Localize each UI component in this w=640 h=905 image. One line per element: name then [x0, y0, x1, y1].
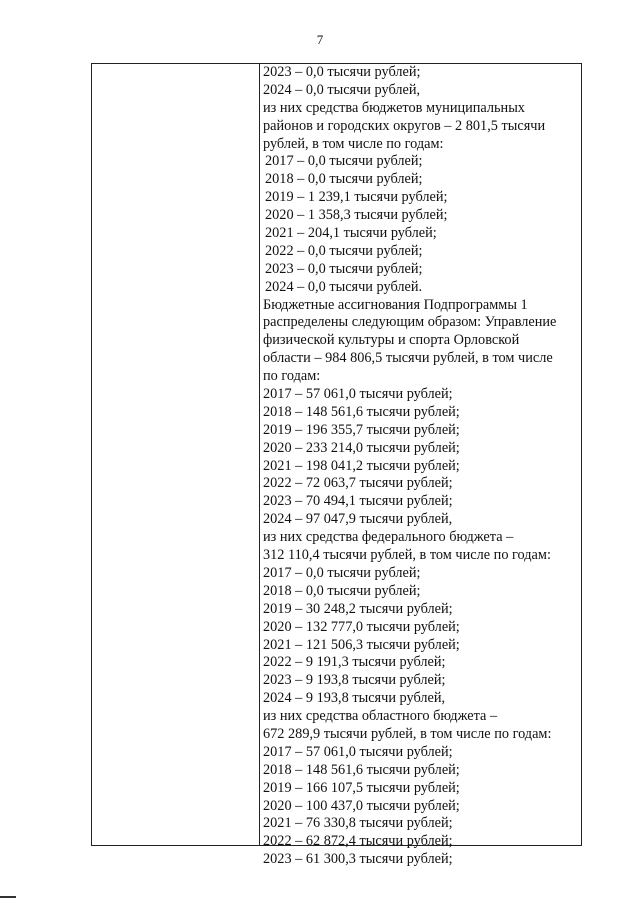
text-line: 2022 – 0,0 тысячи рублей; [265, 242, 423, 259]
text-line: 312 110,4 тысячи рублей, в том числе по годам: [263, 547, 551, 564]
text-line: 2023 – 0,0 тысячи рублей; [263, 64, 421, 80]
text-line: 2023 – 9 193,8 тысячи рублей; [263, 672, 446, 689]
text-line: 2020 – 1 358,3 тысячи рублей; [265, 207, 448, 224]
table-right-cell [260, 64, 581, 868]
text-line: 2018 – 0,0 тысячи рублей; [263, 582, 421, 599]
text-line: 2017 – 0,0 тысячи рублей; [265, 153, 423, 170]
text-line: районов и городских округов – 2 801,5 тысячи [263, 117, 546, 134]
text-line: 672 289,9 тысячи рублей, в том числе по годам: [263, 725, 552, 742]
text-line: 2024 – 9 193,8 тысячи рублей, [263, 690, 446, 707]
text-line: 2023 – 70 494,1 тысячи рублей; [263, 493, 453, 510]
text-line: 2019 – 196 355,7 тысячи рублей; [263, 421, 460, 438]
text-line: 2018 – 148 561,6 тысячи рублей; [263, 761, 460, 778]
text-line: 2017 – 57 061,0 тысячи рублей; [263, 386, 453, 403]
text-line: 2021 – 198 041,2 тысячи рублей; [263, 457, 460, 474]
text-line: 2021 – 121 506,3 тысячи рублей; [263, 636, 460, 653]
text-line: распределены следующим образом: Управление [263, 314, 557, 331]
text-line: 2020 – 100 437,0 тысячи рублей; [263, 797, 460, 814]
text-line: 2024 – 0,0 тысячи рублей, [263, 81, 421, 98]
text-line: 2024 – 97 047,9 тысячи рублей, [263, 511, 453, 528]
text-line: 2021 – 204,1 тысячи рублей; [265, 225, 437, 242]
text-line: из них средства областного бюджета – [263, 708, 498, 725]
text-line: Бюджетные ассигнования Подпрограммы 1 [263, 296, 528, 313]
page-number: 7 [316, 32, 324, 47]
scan-edge-mark [0, 896, 16, 898]
text-line: 2022 – 9 191,3 тысячи рублей; [263, 654, 446, 671]
text-line: 2019 – 30 248,2 тысячи рублей; [263, 600, 453, 617]
text-line: 2017 – 0,0 тысячи рублей; [263, 564, 421, 581]
table-left-cell [92, 64, 260, 845]
text-line: 2021 – 76 330,8 тысячи рублей; [263, 815, 453, 832]
text-line: 2022 – 62 872,4 тысячи рублей; [263, 833, 453, 850]
text-line: 2023 – 0,0 тысячи рублей; [265, 260, 423, 277]
text-line: 2018 – 0,0 тысячи рублей; [265, 171, 423, 188]
text-line: 2019 – 1 239,1 тысячи рублей; [265, 189, 448, 206]
text-line: из них средства федерального бюджета – [263, 529, 514, 546]
text-line: по годам: [263, 368, 321, 385]
text-line: 2017 – 57 061,0 тысячи рублей; [263, 743, 453, 760]
text-line: 2024 – 0,0 тысячи рублей. [265, 278, 423, 295]
text-line: 2019 – 166 107,5 тысячи рублей; [263, 779, 460, 796]
text-line: из них средства бюджетов муниципальных [263, 99, 525, 116]
text-line: 2018 – 148 561,6 тысячи рублей; [263, 403, 460, 420]
document-table [91, 63, 582, 868]
text-line: области – 984 806,5 тысячи рублей, в том числе [263, 350, 553, 367]
text-line: физической культуры и спорта Орловской [263, 332, 520, 349]
text-line: 2020 – 233 214,0 тысячи рублей; [263, 439, 460, 456]
text-line: 2020 – 132 777,0 тысячи рублей; [263, 618, 460, 635]
text-line: рублей, в том числе по годам: [263, 135, 444, 152]
text-line: 2023 – 61 300,3 тысячи рублей; [263, 851, 453, 868]
text-line: 2022 – 72 063,7 тысячи рублей; [263, 475, 453, 492]
